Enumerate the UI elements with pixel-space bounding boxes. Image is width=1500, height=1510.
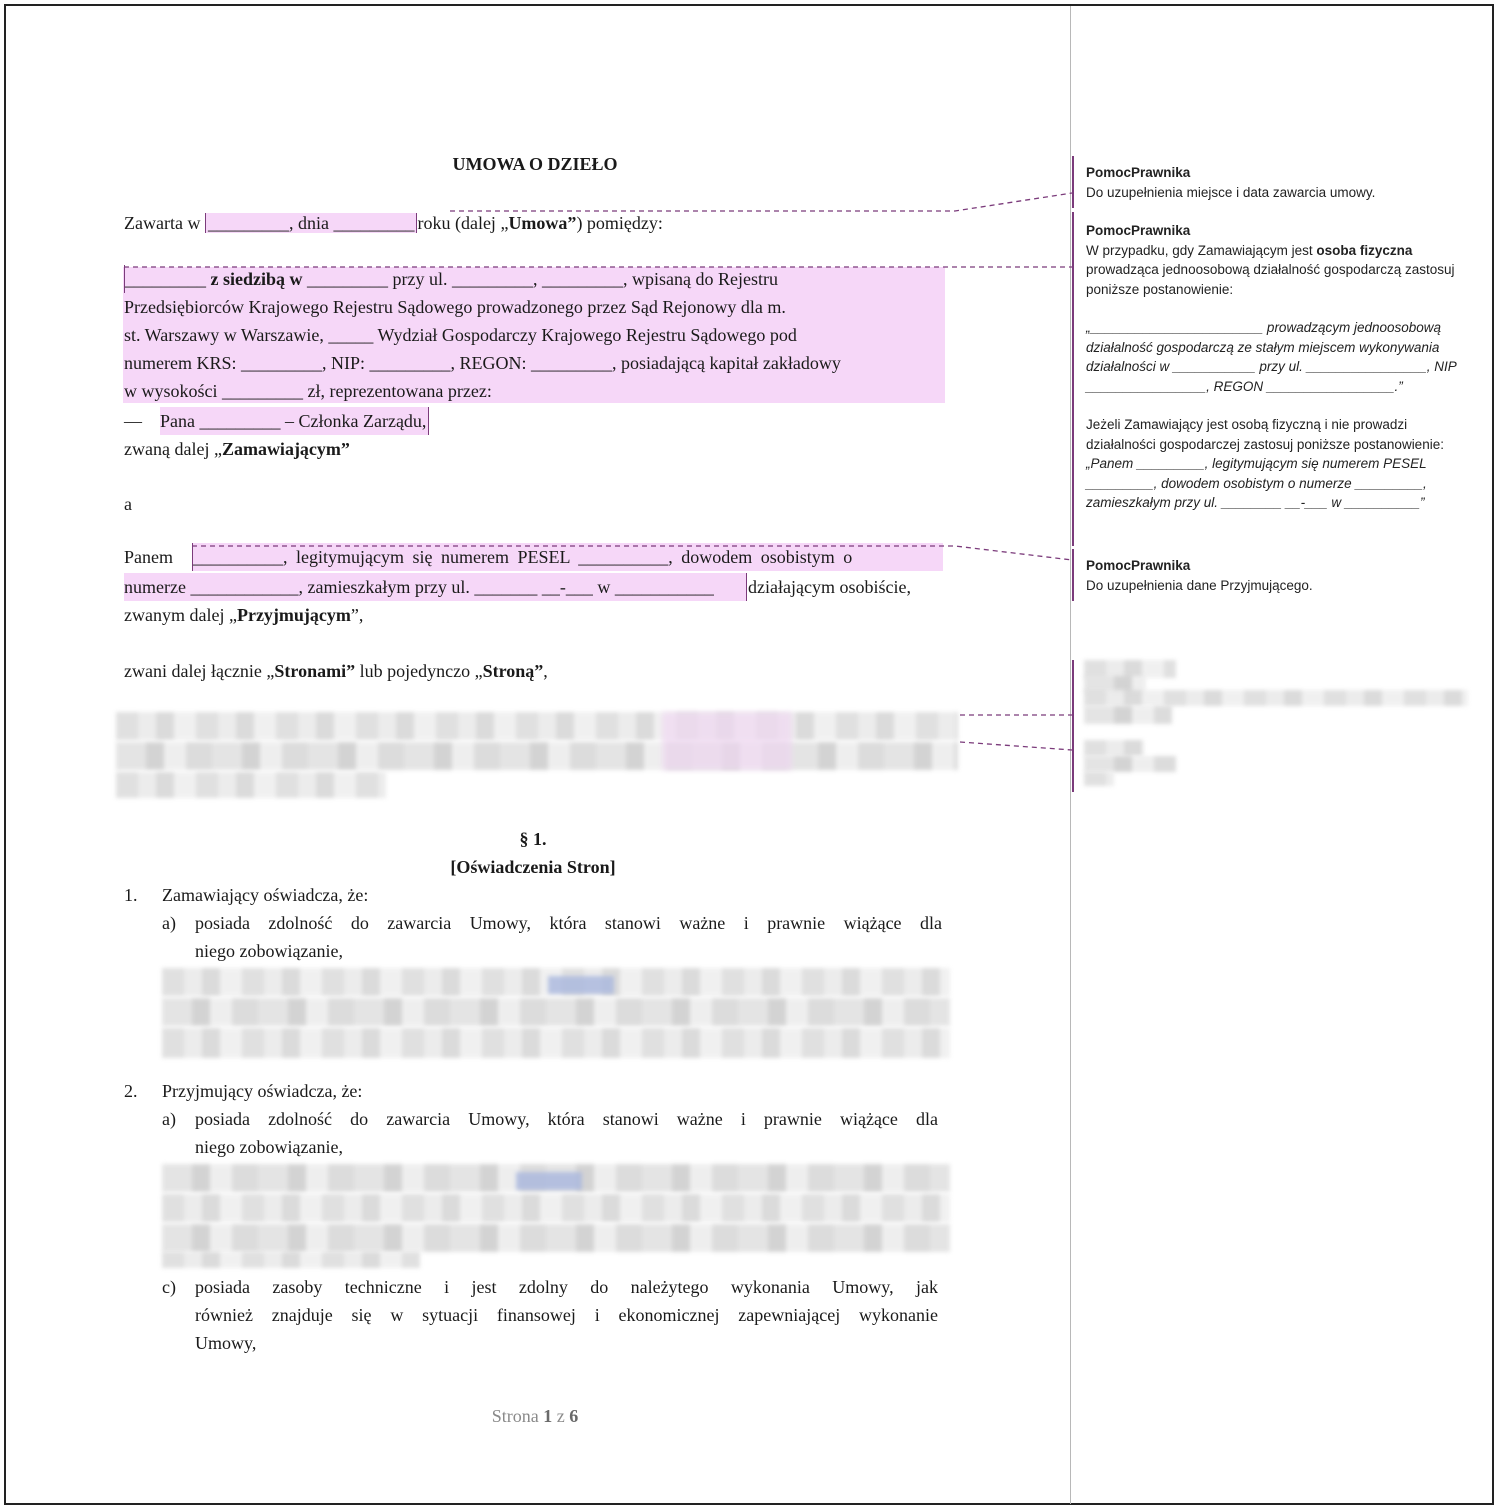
comment-line: W przypadku, gdy Zamawiającym jest osoba fizyczna (1086, 242, 1413, 258)
connector-line-5 (960, 742, 1072, 750)
item-number: 1. (124, 885, 138, 905)
connector-line-1 (450, 193, 1072, 211)
representative-field[interactable]: Pana _________ – Członka Zarządu, (160, 407, 429, 435)
party1-called: zwaną dalej „Zamawiającym” (124, 439, 350, 459)
section-number: § 1. (519, 829, 547, 849)
comment-author: PomocPrawnika (1086, 165, 1191, 180)
comment-2[interactable] (1086, 221, 1486, 513)
and-word: a (124, 494, 132, 514)
subitem-label: a) (162, 913, 176, 933)
redacted-comment (1084, 772, 1114, 786)
document-title: UMOWA O DZIEŁO (452, 154, 618, 174)
page-footer: Strona 1 z 6 (491, 1406, 579, 1426)
redacted-comment (1084, 740, 1144, 756)
party2-line1: Panem (124, 547, 173, 567)
place-date-field[interactable]: _________, dnia _________ (205, 213, 418, 233)
item-number: 2. (124, 1081, 138, 1101)
comment-line: poniższe postanowienie: (1086, 281, 1234, 297)
subitem-text: niego zobowiązanie, (195, 1137, 343, 1157)
subitem-text: posiada zdolność do zawarcia Umowy, która stanowi ważne i prawnie wiążące dla (195, 1109, 938, 1129)
comment-bar (1072, 660, 1074, 792)
comment-bar (1072, 549, 1074, 601)
comment-bar (1072, 156, 1074, 208)
party1-line4[interactable]: numerem KRS: _________, NIP: _________, REGON: _________, posiadającą kapitał zakładowy (124, 353, 841, 373)
redacted-comment (1084, 690, 1468, 706)
comment-line: „Panem _________, legitymującym się numerem PESEL (1086, 456, 1427, 471)
intro-line: Zawarta w _________, dnia _________ roku (dalej „Umowa”) pomiędzy: (124, 213, 663, 233)
comment-author: PomocPrawnika (1086, 558, 1191, 573)
comment-bar (1072, 212, 1074, 546)
subitem-text: niego zobowiązanie, (195, 941, 343, 961)
redacted-comment (1084, 756, 1176, 772)
party1-line2[interactable]: Przedsiębiorców Krajowego Rejestru Sądowego prowadzonego przez Sąd Rejonowy dla m. (124, 297, 786, 317)
comment-author: PomocPrawnika (1086, 223, 1191, 238)
party2-called: zwanym dalej „Przyjmującym”, (124, 605, 364, 625)
party1-line1[interactable]: _________ z siedzibą w _________ przy ul. _________, _________, wpisaną do Rejestru (124, 265, 778, 293)
comment-line: „_______________________ prowadzącym jednoosobową (1086, 320, 1442, 335)
parties-definition: zwani dalej łącznie „Stronami” lub pojedynczo „Stroną”, (124, 661, 548, 681)
comment-line: prowadząca jednoosobową działalność gospodarczą zastosuj (1086, 262, 1455, 277)
comment-line: zamieszkałym przy ul. ________ __-___ w __________” (1086, 495, 1425, 510)
comment-line: ________________, REGON _________________.” (1086, 378, 1403, 394)
subitem-text: posiada zdolność do zawarcia Umowy, która stanowi ważne i prawnie wiążące dla (195, 913, 942, 933)
party2-line1-field[interactable]: __________, legitymującym się numerem PESEL __________, dowodem osobistym o (192, 543, 943, 571)
redacted-comment (1084, 706, 1172, 724)
comment-3[interactable] (1086, 556, 1486, 595)
rep-dash: — (124, 411, 142, 431)
comment-line: działalności w ___________ przy ul. ________________, NIP (1086, 359, 1457, 374)
comment-text: Do uzupełnienia dane Przyjmującego. (1086, 577, 1313, 593)
comment-1[interactable] (1086, 163, 1486, 202)
subitem-label: a) (162, 1109, 176, 1129)
subitem-label: c) (162, 1277, 176, 1297)
item-text: Zamawiający oświadcza, że: (162, 885, 369, 905)
section-heading: [Oświadczenia Stron] (450, 857, 616, 877)
connector-line-3 (192, 546, 1072, 560)
party2-line2-end: działającym osobiście, (748, 577, 911, 597)
comment-line: działalność gospodarczą ze stałym miejscem wykonywania (1086, 339, 1440, 355)
item-text: Przyjmujący oświadcza, że: (162, 1081, 363, 1101)
comment-text: Do uzupełnienia miejsce i data zawarcia umowy. (1086, 184, 1376, 200)
subitem-text: również znajduje się w sytuacji finansowej i ekonomicznej zapewniającej wykonanie (195, 1305, 938, 1325)
subitem-text: Umowy, (195, 1333, 257, 1353)
comment-line: _________, dowodem osobistym o numerze _________, (1086, 475, 1427, 491)
party1-line5[interactable]: w wysokości _________ zł, reprezentowana przez: (124, 381, 492, 401)
party1-line3[interactable]: st. Warszawy w Warszawie, _____ Wydział Gospodarczy Krajowego Rejestru Sądowego pod (124, 325, 797, 345)
subitem-text: posiada zasoby techniczne i jest zdolny do należytego wykonania Umowy, jak (195, 1277, 938, 1297)
party2-line2-field[interactable]: numerze ____________, zamieszkałym przy ul. _______ __-___ w ___________ (124, 573, 747, 601)
comment-line: Jeżeli Zamawiający jest osobą fizyczną i nie prowadzi (1086, 417, 1408, 432)
comment-line: działalności gospodarczej zastosuj poniższe postanowienie: (1086, 436, 1444, 452)
